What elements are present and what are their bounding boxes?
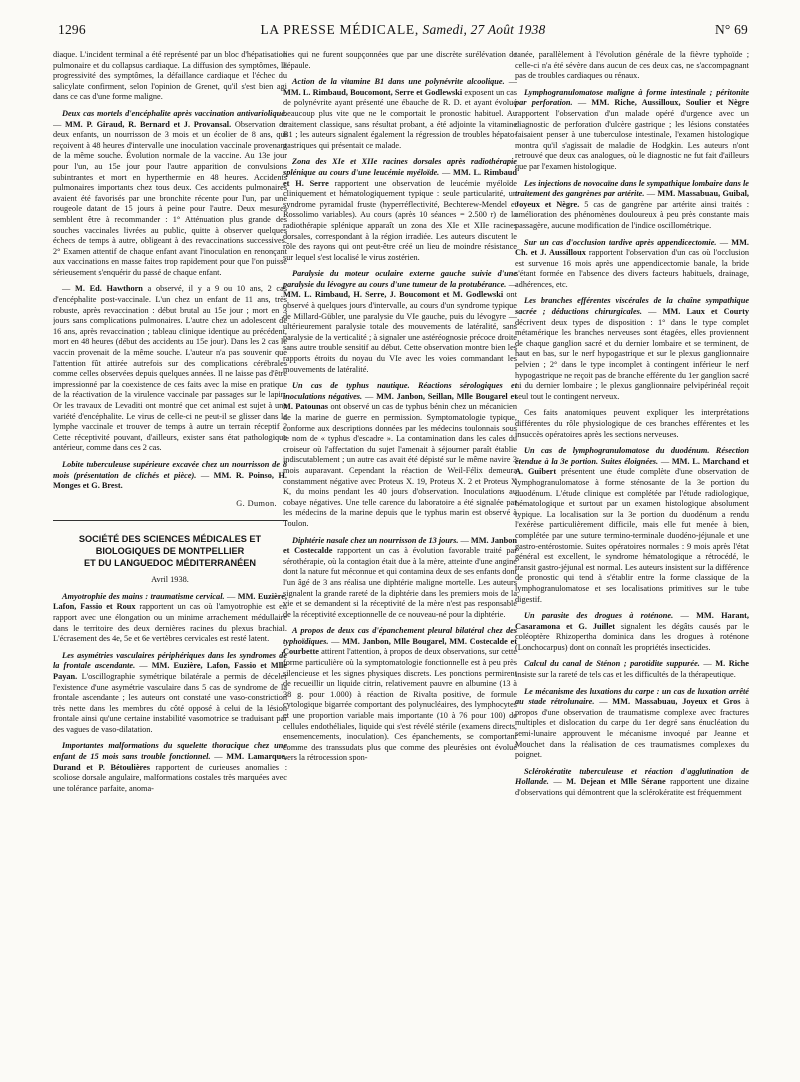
article-text: attirent l'attention, à propos de deux observations, sur cette forme particulière où la symptomatologie fonctionnelle est à peu près silencieuse et les signes physiques discrets. Les ponctions permirent de recueillir un liquide citrin, relativement pauvre en albumine (13 à 38 g. pour 1.000) à réaction de Rivalta positive, de formule cytologique bigarrée comportant des polynucléaires, des lymphocytes et une proportion variable mais importante (10 à 76 pour 100) de cellules endothéliales, liquide qui s'est révélé stérile (examens directs, ensemencements, inoculation). Ces épanchements, se comportant comme des transsudats plus que comme des pleurésies ont évolué vers la rétrocession spon-: [283, 647, 517, 763]
article-text: ont observé à quelques jours d'intervalle, au cours d'un syndrome typique de Millard-Gübler, une paralysie du VIe gauche, puis du lévogyre — ultérieurement paralysie totale des mouvements de latéralité, sans paralysie de la verticalité ; à signaler une astéréognosie précoce droite sans autre trouble sensitif au début. Cette observation montre bien les rapports étroits du noyau du VIe avec les voies commandant les mouvements de latéralité.: [283, 290, 517, 374]
article-title: Sur un cas d'occlusion tardive après appendicectomie.: [524, 237, 717, 247]
article-authors: M. Riche: [715, 659, 749, 669]
article-entry: Calcul du canal de Sténon ; parotidite suppurée. — M. Riche insiste sur la rareté de tels cas et les difficultés de la thérapeutique.: [515, 659, 749, 680]
article-authors: MM. Janbon, Seillan, Mlle Bougarel et M. Patounas: [283, 391, 517, 412]
article-entry: Zona des XIe et XIIe racines dorsales après radiothérapie splénique au cours d'une leucémie myéloïde. — MM. L. Rimbaud et H. Serre rapportent une observation de leucémie myéloïde cliniquement et hématologiquement typique : seule particularité, un syndrome pyramidal fruste (hyperréflectivité, Bechterew-Mendel et Rossolimo variables). Au cours (après 10 séances = 2.500 r) de la radiothérapie splénique apparaît un zona des XIe et XIIe racines dorsales, correspondant à la région irradiée. Les auteurs discutent le rôle des rayons qui ont peut-être créé un lieu de moindre résistance sur lequel s'est localisé le virus zostérien.: [283, 157, 517, 262]
header-title: [58, 22, 748, 38]
article-text: 5 cas de gangrène par artérite ainsi traités : amélioration des phénomènes douloureux à peu près constante mais passagère, aucune modification de l'indice oscillométrique.: [515, 199, 749, 230]
article-title: Lobite tuberculeuse supérieure excavée chez un nourrisson de 8 mois (présentation de clichés et pièce).: [53, 459, 287, 480]
journal-name: LA PRESSE MÉDICALE,: [260, 22, 419, 37]
society-heading: [53, 533, 287, 569]
article-text: insiste sur la rareté de tels cas et les difficultés de la thérapeutique.: [515, 670, 736, 680]
article-entry: A propos de deux cas d'épanchement pleural bilatéral chez des typhoïdiques. — MM. Janbon, Mlle Bougarel, MM. Costecalde et Courbette attirent l'attention, à propos de deux observations, sur cette forme particulière où la symptomatologie fonctionnelle est à peu près silencieuse et les signes physiques discrets. Les ponctions permirent de recueillir un liquide citrin, relativement pauvre en albumine (13 à 38 g. pour 1.000) à réaction de Rivalta positive, de formule cytologique bigarrée comportant des polynucléaires, des lymphocytes et une proportion variable mais importante (10 à 76 pour 100) de cellules endothéliales, liquide qui s'est révélé stérile (examens directs, ensemencements, inoculation). Ces épanchements, se comportant comme des transsudats plus que comme des pleurésies ont évolué vers la rétrocession spon-: [283, 626, 517, 763]
article-text: exposent un cas de polynévrite ayant présenté une ébauche de R. D. et ayant évolué beaucoup plus vite que ne le comportait le pronostic habituel. Au traitement classique, sans résultat probant, a été adjointe la vitamine B1 ; les auteurs signalent également la régression de troubles hépato-gastriques qui présentait ce malade.: [283, 87, 517, 150]
article-entry: Lobite tuberculeuse supérieure excavée chez un nourrisson de 8 mois (présentation de clichés et pièce). — MM. R. Poinso, H. Monges et G. Brest.: [53, 459, 287, 491]
article-title: Les asymétries vasculaires périphériques dans les syndromes de la frontale ascendante.: [53, 650, 287, 671]
article-text: ont observé un cas de typhus bénin chez un mécanicien de la marine de guerre en permission. Symptomatologie typique, conforme aux descriptions données par les médecins toulonnais sous le nom de « typhus d'escadre ». La contamination dans les cales du croiseur où l'affectation du sujet l'amenait à séjourner paraît établie indiscutablement ; un autre cas avait été dépisté sur le même navire 3 mois auparavant. Cependant la réaction de Weil-Félix demeura constamment négative avec Proteus X. 19, Proteus X. 2 et Proteus X K, du moins pendant les 40 jours d'observation. Inoculations au cobaye négatives. Une telle carence du laboratoire a été signalée par les médecins de la marine depuis que le typhus marin est observé à Toulon.: [283, 402, 517, 528]
article-title: Zona des XIe et XIIe racines dorsales après radiothérapie splénique au cours d'une leucémie myéloïde.: [283, 157, 517, 177]
article-entry: Le mécanisme des luxations du carpe : un cas de luxation arrêté au stade rétrolunaire. — MM. Massabuau, Joyeux et Gros à propos d'une observation de traumatisme complexe avec fractures multiples et dislocation du carpe du 1er degré sans énucléation du semi-lunaire approuvent le mécanisme invoqué par Jeanne et Mouchet dans la réalisation de ces traumatismes complexes du poignet.: [515, 686, 749, 760]
society-heading-line: SOCIÉTÉ DES SCIENCES MÉDICALES ET BIOLOGIQUES DE MONTPELLIER: [78, 533, 262, 556]
text-column-1: [53, 50, 287, 1065]
article-title: Un cas de typhus nautique. Réactions sérologiques et inoculations négatives.: [283, 381, 517, 401]
article-title: Deux cas mortels d'encéphalite après vaccination antivariolique.: [62, 108, 287, 118]
article-authors: MM. L. Rimbaud, H. Serre, J. Boucomont et M. Godlewski: [283, 290, 504, 300]
article-authors: M. Ed. Hawthorn: [74, 284, 143, 294]
page-number: 1296: [58, 22, 86, 37]
article-text: Observation de deux enfants, un nourrisson de 3 mois et un écolier de 8 ans, qui reçoivent à 48 heures d'intervalle une inoculation vaccinale provenant de la même souche. Évolution normale de la vaccine. Au 13e jour pour l'un, au 15e jour pour l'autre apparition de convulsions subintrantes et mort en hyperthermie en 48 heures. Accidents pulmonaires importants chez tous deux. Ces accidents pulmonaires avaient été favorisés par une bronchite récente pour l'un, par une rougeole datant de 15 jours à peine pour l'autre. Deux mesures semblent être à recommander : 1° Atténuation plus grande des souches vaccinales livrées au public, quitte à observer quelques échecs de temps à autre, obligeant à des revaccinations successives. 2° Examen attentif de chaque enfant avant l'inoculation en renonçant aux vaccinations en masse faites trop rapidement pour que l'on puisse sérieusement s'enquérir du passé de chaque enfant.: [53, 119, 287, 277]
article-entry: Les branches efférentes viscérales de la chaîne sympathique sacrée ; déductions chirurgicales. — MM. Laux et Courty décrivent deux types de disposition : 1° dans le type complet métamérique les branches nerveuses sont étagées, elles proviennent de chaque ganglion sacré et du dernier lombaire et se terminent, de haut en bas, sur le nerf hypogastrique et sur le plexus ganglionnaire pelvien ; 2° dans le type incomplet à contingent inférieur le nerf hypogastrique ne reçoit pas de branche efférente du 1er ganglion sacré ni du dernier lombaire ; le plexus ganglionnaire pelvipérinéal reçoit seul tout le contingent nerveux.: [515, 296, 749, 401]
article-authors: MM. L. Rimbaud et H. Serre: [283, 167, 517, 188]
article-authors: MM. Ch. et J. Aussilloux: [515, 237, 749, 258]
article-entry: — M. Ed. Hawthorn a observé, il y a 9 ou 10 ans, 2 cas d'encéphalite post-vaccinale. L'un chez un enfant de 11 ans, très robuste, après revaccination : début brutal au 15e jour ; mort en 3 jours sans complications pulmonaires. L'autre chez un adolescent de 16 ans, après revaccination ; tableau clinique identique au précédent, mort en 48 heures (début des accidents au 15e jour). Dans les 2 cas le vaccin provenait de la même souche. L'auteur n'a pas souvenir que l'attention fût attirée autrefois sur des complications cérébrales comme celles observées depuis quelques années. Il ne laisse pas d'être impressionné par la coexistence de ces faits avec la mise en pratique de la réactivation de la virulence vaccinale par passages sur le lapin. Or les travaux de Levaditi ont montré que cet animal est sujet à une variété d'encéphalite. Le virus de celle-ci ne peut-il se glisser dans la lymphe vaccinale et trouver de temps à autre un terrain réceptif ? Cette réceptivité pouvant, d'ailleurs, exister sans état pathologique antérieur, comme dans ces 2 cas.: [53, 284, 287, 453]
article-text: décrivent deux types de disposition : 1° dans le type complet métamérique les branches nerveuses sont étagées, elles proviennent de chaque ganglion sacré et du dernier lombaire et se terminent, de haut en bas, sur le nerf hypogastrique et sur le plexus ganglionnaire pelvien ; 2° dans le type incomplet à contingent inférieur le nerf hypogastrique ne reçoit pas de branche efférente du 1er ganglion sacré ni du dernier lombaire ; le plexus ganglionnaire pelvipérinéal reçoit seul tout le contingent nerveux.: [515, 317, 749, 401]
article-authors: MM. Janbon, Mlle Bougarel, MM. Costecalde et Courbette: [283, 636, 517, 657]
article-entry: Deux cas mortels d'encéphalite après vaccination antivariolique. — MM. P. Giraud, R. Bernard et J. Provansal. Observation de deux enfants, un nourrisson de 3 mois et un écolier de 8 ans, qui reçoivent à 48 heures d'intervalle une inoculation vaccinale provenant de la même souche. Évolution normale de la vaccine. Au 13e jour pour l'un, au 15e jour pour l'autre apparition de convulsions subintrantes et mort en hyperthermie en 48 heures. Accidents pulmonaires importants chez tous deux. Ces accidents pulmonaires avaient été favorisés par une bronchite récente pour l'un, par une rougeole datant de 15 jours à peine pour l'autre. Deux mesures semblent être à recommander : 1° Atténuation plus grande des souches vaccinales livrées au public, quitte à observer quelques échecs de temps à autre, obligeant à des revaccinations successives. 2° Examen attentif de chaque enfant avant l'inoculation en renonçant aux vaccinations en masse faites trop rapidement pour que l'on puisse sérieusement s'enquérir du passé de chaque enfant.: [53, 108, 287, 277]
article-authors: MM. Euzière, Lafon, Fassio et Mlle Payan.: [53, 661, 287, 681]
article-authors: MM. Riche, Aussilloux, Soulier et Nègre: [591, 98, 749, 108]
article-title: Paralysie du moteur oculaire externe gauche suivie d'une paralysie du lévogyre au cours d'une tumeur de la protubérance.: [283, 269, 517, 289]
page-header: [58, 22, 748, 38]
article-authors: MM. R. Poinso, H. Monges et G. Brest.: [53, 470, 287, 491]
article-authors: MM. L. Rimbaud, Boucomont, Serre et Godlewski: [283, 87, 463, 97]
article-text: rapportent l'observation d'un cas où l'occlusion est survenue 16 mois après une appendicectomie banale, la bride s'étant formée en l'absence des divers facteurs habituels, drainage, adhérences, etc.: [515, 248, 749, 289]
article-authors: MM. Harant, Casaramona et G. Juillet: [515, 611, 749, 631]
article-authors: MM. P. Giraud, R. Bernard et J. Provansal.: [65, 119, 232, 129]
text-column-2: [283, 50, 517, 1065]
paragraph: Ces faits anatomiques peuvent expliquer les interprétations différentes du rôle physiologique de ces branches efférentes et les insuccès opératoires après les sections nerveuses.: [515, 408, 749, 439]
article-authors: MM. Massabuau, Guibal, Joyeux et Nègre.: [515, 189, 749, 209]
section-divider: [53, 520, 287, 521]
article-title: Un cas de lymphogranulomatose du duodénum. Résection étendue à la 3e portion. Suites éloignées.: [515, 446, 749, 466]
article-text: rapportent de curieuses anomalies : scoliose dorsale angulaire, malformations costales très marquées avec une tolérance parfaite, anoma-: [53, 762, 287, 793]
article-entry: Importantes malformations du squelette thoracique chez une enfant de 15 mois sans trouble fonctionnel. — MM. Lamarque, Durand et P. Bétoulières rapportent de curieuses anomalies : scoliose dorsale angulaire, malformations costales très marquées avec une tolérance parfaite, anoma-: [53, 741, 287, 793]
article-entry: Amyotrophie des mains : traumatisme cervical. — MM. Euzière, Lafon, Fassio et Roux rapportent un cas où l'amyotrophie est en rapport avec une élongation ou un minime arrachement médullaire dans le territoire des deux dernières racines du plexus brachial. L'écrasement des 4e, 5e et 6e vertèbres cervicales est resté latent.: [53, 591, 287, 644]
article-entry: Un cas de lymphogranulomatose du duodénum. Résection étendue à la 3e portion. Suites éloignées. — MM. L. Marchand et A. Guibert présentent une étude complète d'une observation de lymphogranulomatose à forme sténosante de la 3e portion du duodénum. L'étude clinique est complétée par l'étude radiologique, hématologique et surtout par un examen histologique absolument typique. La localisation sur la 3e portion du duodénum a rendu l'exérèse particulièrement difficile, mais elle fut menée à bien, complétée par une suture termino-terminale duodéno-jéjunale et une gastro-entérostomie. Suites opératoires normales : 9 mois après l'état général est excellent, le syndrome hématologique a rétrocédé, le transit gastro-jéjunal est normal. Les auteurs insistent sur la différence de pronostic qui tend à s'établir entre la forme classique de la lymphogranulomatose et ses localisations primitives sur le tube digestif.: [515, 446, 749, 604]
article-title: Sclérokératite tuberculeuse et réaction d'agglutination de Hollande.: [515, 766, 749, 787]
article-text: rapportent une dizaine d'observations qui démontrent que la sclérokératite est fréquemment: [515, 777, 749, 797]
article-authors: MM. Massabuau, Joyeux et Gros: [612, 697, 741, 707]
article-entry: Sclérokératite tuberculeuse et réaction d'agglutination de Hollande. — M. Dejean et Mlle Sérane rapportent une dizaine d'observations qui démontrent que la sclérokératite est fréquemment: [515, 766, 749, 797]
article-title: Action de la vitamine B1 dans une polynévrite alcoolique.: [292, 77, 505, 87]
article-text: signalent les dégâts causés par le coléoptère Rhizopertha dominica dans les drogues à roténone (Lonchocarpus) dont on connaît les propriétés insecticides.: [515, 621, 749, 652]
article-authors: MM. L. Marchand et A. Guibert: [515, 456, 749, 477]
paragraph: diaque. L'incident terminal a été représenté par un bloc d'hépatisation pulmonaire et du collapsus cardiaque. La diffusion des symptômes, la progressivité des symptômes, la défaillance cardiaque et l'échec du salicylate confirment, selon l'opinion de Grenet, qu'il s'est bien agi dans ce cas d'une forme maligne.: [53, 50, 287, 102]
author-signature: G. Dumon.: [236, 498, 277, 508]
article-authors: MM. Lamarque, Durand et P. Bétoulières: [53, 752, 287, 772]
article-title: Amyotrophie des mains : traumatisme cervical.: [62, 591, 225, 601]
society-heading-line: ET DU LANGUEDOC MÉDITERRANÉEN: [83, 557, 256, 568]
article-title: Les branches efférentes viscérales de la chaîne sympathique sacrée ; déductions chirurgicales.: [515, 296, 749, 317]
session-date: Avril 1938.: [151, 574, 189, 584]
article-text: rapportent un cas où l'amyotrophie est en rapport avec une élongation ou un minime arrachement médullaire dans le territoire des deux dernières racines du plexus brachial. L'écrasement des 4e, 5e et 6e vertèbres cervicales est resté latent.: [53, 602, 287, 644]
paragraph: tanée, parallèlement à l'évolution générale de la fièvre typhoïde ; celle-ci n'a été sévère dans aucun de ces deux cas, ne s'accompagnant pas de troubles cardiaques ou rénaux.: [515, 50, 749, 81]
article-text: rapportent un cas à évolution favorable traité par sérothérapie, où la contagion était due à la mère, atteinte d'une angine dont la nature fut méconnue et qui contamina deux de ses enfants dont l'un âgé de 3 ans réalisa une diphtérie maligne mortelle. Les auteurs signalent la grande rareté de la diphtérie dans les premiers mois de la vie et se demandent si la réceptivité de la mère n'est pas responsable de la réceptivité exceptionnelle de ce nouveau-né pour la diphtérie.: [283, 546, 517, 619]
article-authors: MM. Laux et Courty: [662, 307, 749, 317]
article-entry: Lymphogranulomatose maligne à forme intestinale ; péritonite par perforation. — MM. Riche, Aussilloux, Soulier et Nègre rapportent l'observation d'un malade opéré d'urgence avec un diagnostic de perforation d'ulcère gastrique ; les lésions constatées faisaient penser à une tuberculose intestinale, l'examen histologique montra qu'il s'agissait de maladie de Hodgkin. Les auteurs n'ont retrouvé que deux cas analogues, où le diagnostic ne fut fait d'ailleurs que par l'examen histologique.: [515, 87, 749, 171]
article-title: Importantes malformations du squelette thoracique chez une enfant de 15 mois sans trouble fonctionnel.: [53, 741, 287, 762]
article-entry: Sur un cas d'occlusion tardive après appendicectomie. — MM. Ch. et J. Aussilloux rapportent l'observation d'un cas où l'occlusion est survenue 16 mois après une appendicectomie banale, la bride s'étant formée en l'absence des divers facteurs habituels, drainage, adhérences, etc.: [515, 237, 749, 289]
article-title: Les injections de novocaïne dans le sympathique lombaire dans le traitement des gangrènes par artérite.: [515, 178, 749, 199]
article-text: rapportent l'observation d'un malade opéré d'urgence avec un diagnostic de perforation d'ulcère gastrique ; les lésions constatées faisaient penser à une tuberculose intestinale, l'examen histologique montra qu'il s'agissait de maladie de Hodgkin. Les auteurs n'ont retrouvé que deux cas analogues, où le diagnostic ne fut fait d'ailleurs que par l'examen histologique.: [515, 108, 749, 171]
issue-number: N° 69: [714, 22, 748, 37]
article-text: à propos d'une observation de traumatisme complexe avec fractures multiples et dislocation du carpe du 1er degré sans énucléation du semi-lunaire approuvent le mécanisme invoqué par Jeanne et Mouchet dans la réalisation de ces traumatismes complexes du poignet.: [515, 697, 749, 760]
article-text: présentent une étude complète d'une observation de lymphogranulomatose à forme sténosante de la 3e portion du duodénum. L'étude clinique est complétée par l'étude radiologique, hématologique et surtout par un examen histologique absolument typique. La localisation sur la 3e portion du duodénum a rendu l'exérèse particulièrement difficile, mais elle fut menée à bien, complétée par une suture termino-terminale duodéno-jéjunale et une gastro-entérostomie. Suites opératoires normales : 9 mois après l'état général est excellent, le syndrome hématologique a rétrocédé, le transit gastro-jéjunal est normal. Les auteurs insistent sur la différence de pronostic qui tend à s'établir entre la forme classique de la lymphogranulomatose et ses localisations primitives sur le tube digestif.: [515, 467, 749, 604]
article-text: rapportent une observation de leucémie myéloïde cliniquement et hématologiquement typique : seule particularité, un syndrome pyramidal fruste (hyperréflectivité, Bechterew-Mendel et Rossolimo variables). Au cours (après 10 séances = 2.500 r) de la radiothérapie splénique apparaît un zona des XIe et XIIe racines dorsales, correspondant à la région irradiée. Les auteurs discutent le rôle des rayons qui ont peut-être créé un lieu de moindre résistance sur lequel s'est localisé le virus zostérien.: [283, 178, 517, 262]
article-authors: MM. Euzière, Lafon, Fassio et Roux: [53, 591, 287, 612]
article-entry: Les injections de novocaïne dans le sympathique lombaire dans le traitement des gangrènes par artérite. — MM. Massabuau, Guibal, Joyeux et Nègre. 5 cas de gangrène par artérite ainsi traités : amélioration des phénomènes douloureux à peu près constante mais passagère, aucune modification de l'indice oscillométrique.: [515, 178, 749, 230]
article-text: a observé, il y a 9 ou 10 ans, 2 cas d'encéphalite post-vaccinale. L'un chez un enfant de 11 ans, très robuste, après revaccination : début brutal au 15e jour ; mort en 3 jours sans complications pulmonaires. L'autre chez un adolescent de 16 ans, après revaccination ; tableau clinique identique au précédent, mort en 48 heures (début des accidents au 15e jour). Dans les 2 cas le vaccin provenait de la même souche. L'auteur n'a pas souvenir que l'attention fût attirée autrefois sur des complications cérébrales comme celles observées depuis quelques années. Il ne laisse pas d'être impressionné par la coexistence de ces faits avec la mise en pratique de la réactivation de la virulence vaccinale par passages sur le lapin. Or les travaux de Levaditi ont montré que cet animal est sujet à une variété d'encéphalite. Le virus de celle-ci ne peut-il se glisser dans la lymphe vaccinale et trouver de temps à autre un terrain réceptif ? Cette réceptivité pouvant, d'ailleurs, exister sans état pathologique antérieur, comme dans ces 2 cas.: [53, 284, 287, 453]
article-title: A propos de deux cas d'épanchement pleural bilatéral chez des typhoïdiques.: [283, 626, 517, 646]
article-title: Un parasite des drogues à roténone.: [524, 611, 674, 621]
article-authors: M. Dejean et Mlle Sérane: [566, 777, 666, 787]
article-entry: Diphtérie nasale chez un nourrisson de 13 jours. — MM. Janbon et Costecalde rapportent un cas à évolution favorable traité par sérothérapie, où la contagion était due à la mère, atteinte d'une angine dont la nature fut méconnue et qui contamina deux de ses enfants dont l'un âgé de 3 ans réalisa une diphtérie maligne mortelle. Les auteurs signalent la grande rareté de la diphtérie dans les premiers mois de la vie et se demandent si la réceptivité de la mère n'est pas responsable de la réceptivité exceptionnelle de ce nouveau-né pour la diphtérie.: [283, 535, 517, 619]
article-entry: Un parasite des drogues à roténone. — MM. Harant, Casaramona et G. Juillet signalent les dégâts causés par le coléoptère Rhizopertha dominica dans les drogues à roténone (Lonchocarpus) dont on connaît les propriétés insecticides.: [515, 611, 749, 652]
article-entry: Action de la vitamine B1 dans une polynévrite alcoolique. — MM. L. Rimbaud, Boucomont, Serre et Godlewski exposent un cas de polynévrite ayant présenté une ébauche de R. D. et ayant évolué beaucoup plus vite que ne le comportait le pronostic habituel. Au traitement classique, sans résultat probant, a été adjointe la vitamine B1 ; les auteurs signalent également la régression de troubles hépato-gastriques qui présentait ce malade.: [283, 77, 517, 150]
article-title: Le mécanisme des luxations du carpe : un cas de luxation arrêté au stade rétrolunaire.: [515, 686, 749, 707]
article-entry: Les asymétries vasculaires périphériques dans les syndromes de la frontale ascendante. — MM. Euzière, Lafon, Fassio et Mlle Payan. L'oscillographie symétrique bilatérale a permis de déceler l'existence d'une asymétrie vasculaire dans 5 cas de syndrome de la frontale ascendante ; les auteurs ont constaté une vaso-constriction très nette dans les membres du côté opposé à celui de la lésion frontale ainsi qu'une certaine instabilité vasomotrice se traduisant par des vagues de vaso-dilatation.: [53, 650, 287, 734]
article-title: Lymphogranulomatose maligne à forme intestinale ; péritonite par perforation.: [515, 87, 749, 108]
text-column-3: [515, 50, 749, 1065]
article-title: Calcul du canal de Sténon ; parotidite suppurée.: [524, 659, 700, 669]
article-entry: Paralysie du moteur oculaire externe gauche suivie d'une paralysie du lévogyre au cours d'une tumeur de la protubérance. — MM. L. Rimbaud, H. Serre, J. Boucomont et M. Godlewski ont observé à quelques jours d'intervalle, au cours d'un syndrome typique de Millard-Gübler, une paralysie du VIe gauche, puis du lévogyre — ultérieurement paralysie totale des mouvements de latéralité, sans paralysie de la verticalité ; à signaler une astéréognosie précoce droite sans autre trouble sensitif au début. Cette observation montre bien les rapports étroits du noyau du VIe avec les voies commandant les mouvements de latéralité.: [283, 269, 517, 374]
article-title: Diphtérie nasale chez un nourrisson de 13 jours.: [292, 535, 459, 545]
article-text: L'oscillographie symétrique bilatérale a permis de déceler l'existence d'une asymétrie vasculaire dans 5 cas de syndrome de la frontale ascendante ; les auteurs ont constaté une vaso-constriction très nette dans les membres du côté opposé à celui de la lésion frontale ainsi qu'une certaine instabilité vasomotrice se traduisant par des vagues de vaso-dilatation.: [53, 671, 287, 734]
article-authors: MM. Janbon et Costecalde: [283, 535, 517, 556]
article-entry: Un cas de typhus nautique. Réactions sérologiques et inoculations négatives. — MM. Janbon, Seillan, Mlle Bougarel et M. Patounas ont observé un cas de typhus bénin chez un mécanicien de la marine de guerre en permission. Symptomatologie typique, conforme aux descriptions données par les médecins toulonnais sous le nom de « typhus d'escadre ». La contamination dans les cales du croiseur où l'affectation du sujet l'amenait à séjourner paraît établie indiscutablement ; un autre cas avait été dépisté sur le même navire 3 mois auparavant. Cependant la réaction de Weil-Félix demeura constamment négative avec Proteus X. 19, Proteus X. 2 et Proteus X K, du moins pendant les 40 jours d'observation. Inoculations au cobaye négatives. Une telle carence du laboratoire a été signalée par les médecins de la marine depuis que le typhus marin est observé à Toulon.: [283, 381, 517, 528]
paragraph: lies qui ne furent soupçonnées que par une discrète surélévation de l'épaule.: [283, 50, 517, 70]
issue-date: Samedi, 27 Août 1938: [422, 22, 546, 37]
